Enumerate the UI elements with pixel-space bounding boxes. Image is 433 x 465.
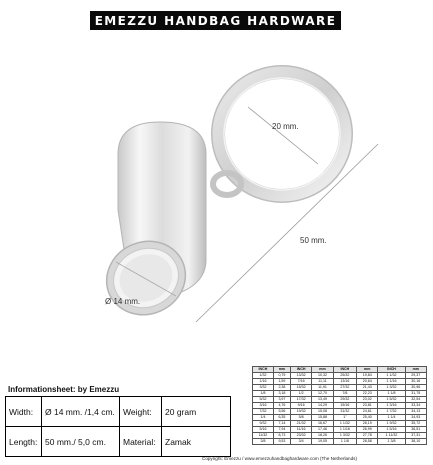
conversion-header-cell: INCH [378,367,405,373]
length-value: 50 mm./ 5,0 cm. [42,427,120,457]
conversion-cell: 27/32 [333,385,356,391]
conversion-cell: 27,78 [357,433,378,439]
conversion-cell: 1 1/8 [333,439,356,445]
conversion-cell: 24,61 [357,409,378,415]
conversion-cell: 7,14 [273,421,290,427]
conversion-cell: 7/32 [253,409,274,415]
length-label: Length: [6,427,42,457]
conversion-cell: 1 7/32 [378,409,405,415]
conversion-cell: 3/8 [253,439,274,445]
conversion-header-cell: INCH [333,367,356,373]
conversion-header-cell: mm [357,367,378,373]
conversion-cell: 22,23 [357,391,378,397]
conversion-cell: 1" [333,415,356,421]
conversion-cell: 1 3/32 [378,385,405,391]
conversion-cell: 16,67 [312,421,333,427]
conversion-cell: 3,97 [273,397,290,403]
conversion-cell: 13/32 [290,373,311,379]
conversion-header-cell: INCH [253,367,274,373]
conversion-cell: 11,91 [312,385,333,391]
material-value: Zamak [162,427,231,457]
conversion-header-cell: mm [312,367,333,373]
conversion-cell: 12,70 [312,391,333,397]
conversion-header-cell: mm [273,367,290,373]
conversion-cell: 21/32 [290,421,311,427]
conversion-cell: 30,16 [405,379,426,385]
conversion-cell: 7,94 [273,427,290,433]
conversion-cell: 23/32 [290,433,311,439]
conversion-cell: 3/16 [253,403,274,409]
conversion-cell: 1 3/8 [378,439,405,445]
conversion-cell: 23,02 [357,397,378,403]
conversion-cell: 1/2 [290,391,311,397]
conversion-cell: 5,56 [273,409,290,415]
conversion-cell: 34,93 [405,415,426,421]
conversion-cell: 34,13 [405,409,426,415]
conversion-cell: 8,73 [273,433,290,439]
conversion-cell: 4,76 [273,403,290,409]
conversion-cell: 31/32 [333,409,356,415]
conversion-cell: 11/32 [253,433,274,439]
conversion-cell: 17,46 [312,427,333,433]
spec-table [5,396,231,457]
length-dimension-label: 50 mm. [300,236,327,245]
width-value: Ø 14 mm. /1,4 cm. [42,397,120,427]
copyright-footer: Copyright: Emezzu / www.emezzuhandbaghardware.com (The Netherlands) [202,456,357,461]
conversion-cell: 20,64 [357,379,378,385]
conversion-cell: 1 1/4 [378,415,405,421]
ring-dimension-label: 20 mm. [272,122,299,131]
weight-value: 20 gram [162,397,231,427]
conversion-cell: 1/16 [253,379,274,385]
conversion-cell: 10,32 [312,373,333,379]
conversion-header-cell: mm [405,367,426,373]
conversion-row [253,439,427,445]
brand-banner [90,11,341,30]
conversion-cell: 2,38 [273,385,290,391]
conversion-cell: 3/4 [290,439,311,445]
conversion-cell: 36,51 [405,427,426,433]
conversion-cell: 6,35 [273,415,290,421]
conversion-cell: 1 3/32 [333,433,356,439]
conversion-cell: 37,31 [405,433,426,439]
conversion-cell: 23,81 [357,403,378,409]
conversion-cell: 11,11 [312,379,333,385]
conversion-cell: 28,58 [357,439,378,445]
conversion-cell: 14,29 [312,403,333,409]
conversion-cell: 5/8 [290,415,311,421]
conversion-cell: 5/16 [253,427,274,433]
conversion-cell: 1 9/32 [378,421,405,427]
conversion-cell: 31,75 [405,391,426,397]
conversion-cell: 1/32 [253,373,274,379]
conversion-cell: 9/16 [290,403,311,409]
conversion-cell: 1/4 [253,415,274,421]
conversion-cell: 15/16 [333,403,356,409]
conversion-cell: 5/32 [253,397,274,403]
info-sheet-title: Informationsheet: by Emezzu [8,385,120,394]
conversion-cell: 15,08 [312,409,333,415]
inch-mm-conversion-table [252,366,427,445]
conversion-cell: 1 1/16 [378,379,405,385]
conversion-cell: 13/16 [333,379,356,385]
product-image [0,34,433,354]
conversion-cell: 15/32 [290,385,311,391]
conversion-cell: 25/32 [333,373,356,379]
conversion-cell: 3,18 [273,391,290,397]
conversion-header-cell: INCH [290,367,311,373]
conversion-cell: 1 3/16 [378,403,405,409]
conversion-cell: 19,05 [312,439,333,445]
conversion-cell: 38,10 [405,439,426,445]
conversion-cell: 30,96 [405,385,426,391]
conversion-cell: 19/32 [290,409,311,415]
conversion-cell: 0,79 [273,373,290,379]
conversion-cell: 1 5/32 [378,397,405,403]
conversion-cell: 15,88 [312,415,333,421]
conversion-cell: 9,53 [273,439,290,445]
conversion-cell: 11/16 [290,427,311,433]
conversion-cell: 1 11/32 [378,433,405,439]
material-label: Material: [120,427,162,457]
conversion-cell: 29/32 [333,397,356,403]
conversion-cell: 1,59 [273,379,290,385]
conversion-cell: 26,99 [357,427,378,433]
conversion-cell: 7/8 [333,391,356,397]
conversion-cell: 21,43 [357,385,378,391]
conversion-cell: 26,19 [357,421,378,427]
conversion-cell: 7/16 [290,379,311,385]
conversion-cell: 32,54 [405,397,426,403]
conversion-cell: 17/32 [290,397,311,403]
spec-row-length [6,427,231,457]
conversion-cell: 1 5/16 [378,427,405,433]
width-label: Width: [6,397,42,427]
spec-row-width [6,397,231,427]
conversion-cell: 1 1/8 [378,391,405,397]
ring-dimension-line [248,107,318,164]
conversion-cell: 13,49 [312,397,333,403]
conversion-cell: 9/32 [253,421,274,427]
conversion-cell: 18,26 [312,433,333,439]
conversion-cell: 35,72 [405,421,426,427]
conversion-cell: 25,40 [357,415,378,421]
conversion-cell: 33,34 [405,403,426,409]
conversion-cell: 19,84 [357,373,378,379]
conversion-cell: 1/8 [253,391,274,397]
brand-title: EMEZZU HANDBAG HARDWARE [94,13,337,28]
conversion-cell: 3/32 [253,385,274,391]
conversion-cell: 1 1/32 [378,373,405,379]
weight-label: Weight: [120,397,162,427]
conversion-cell: 1 1/16 [333,427,356,433]
diameter-dimension-label: Ø 14 mm. [105,297,141,306]
conversion-cell: 1 1/32 [333,421,356,427]
conversion-cell: 29,37 [405,373,426,379]
